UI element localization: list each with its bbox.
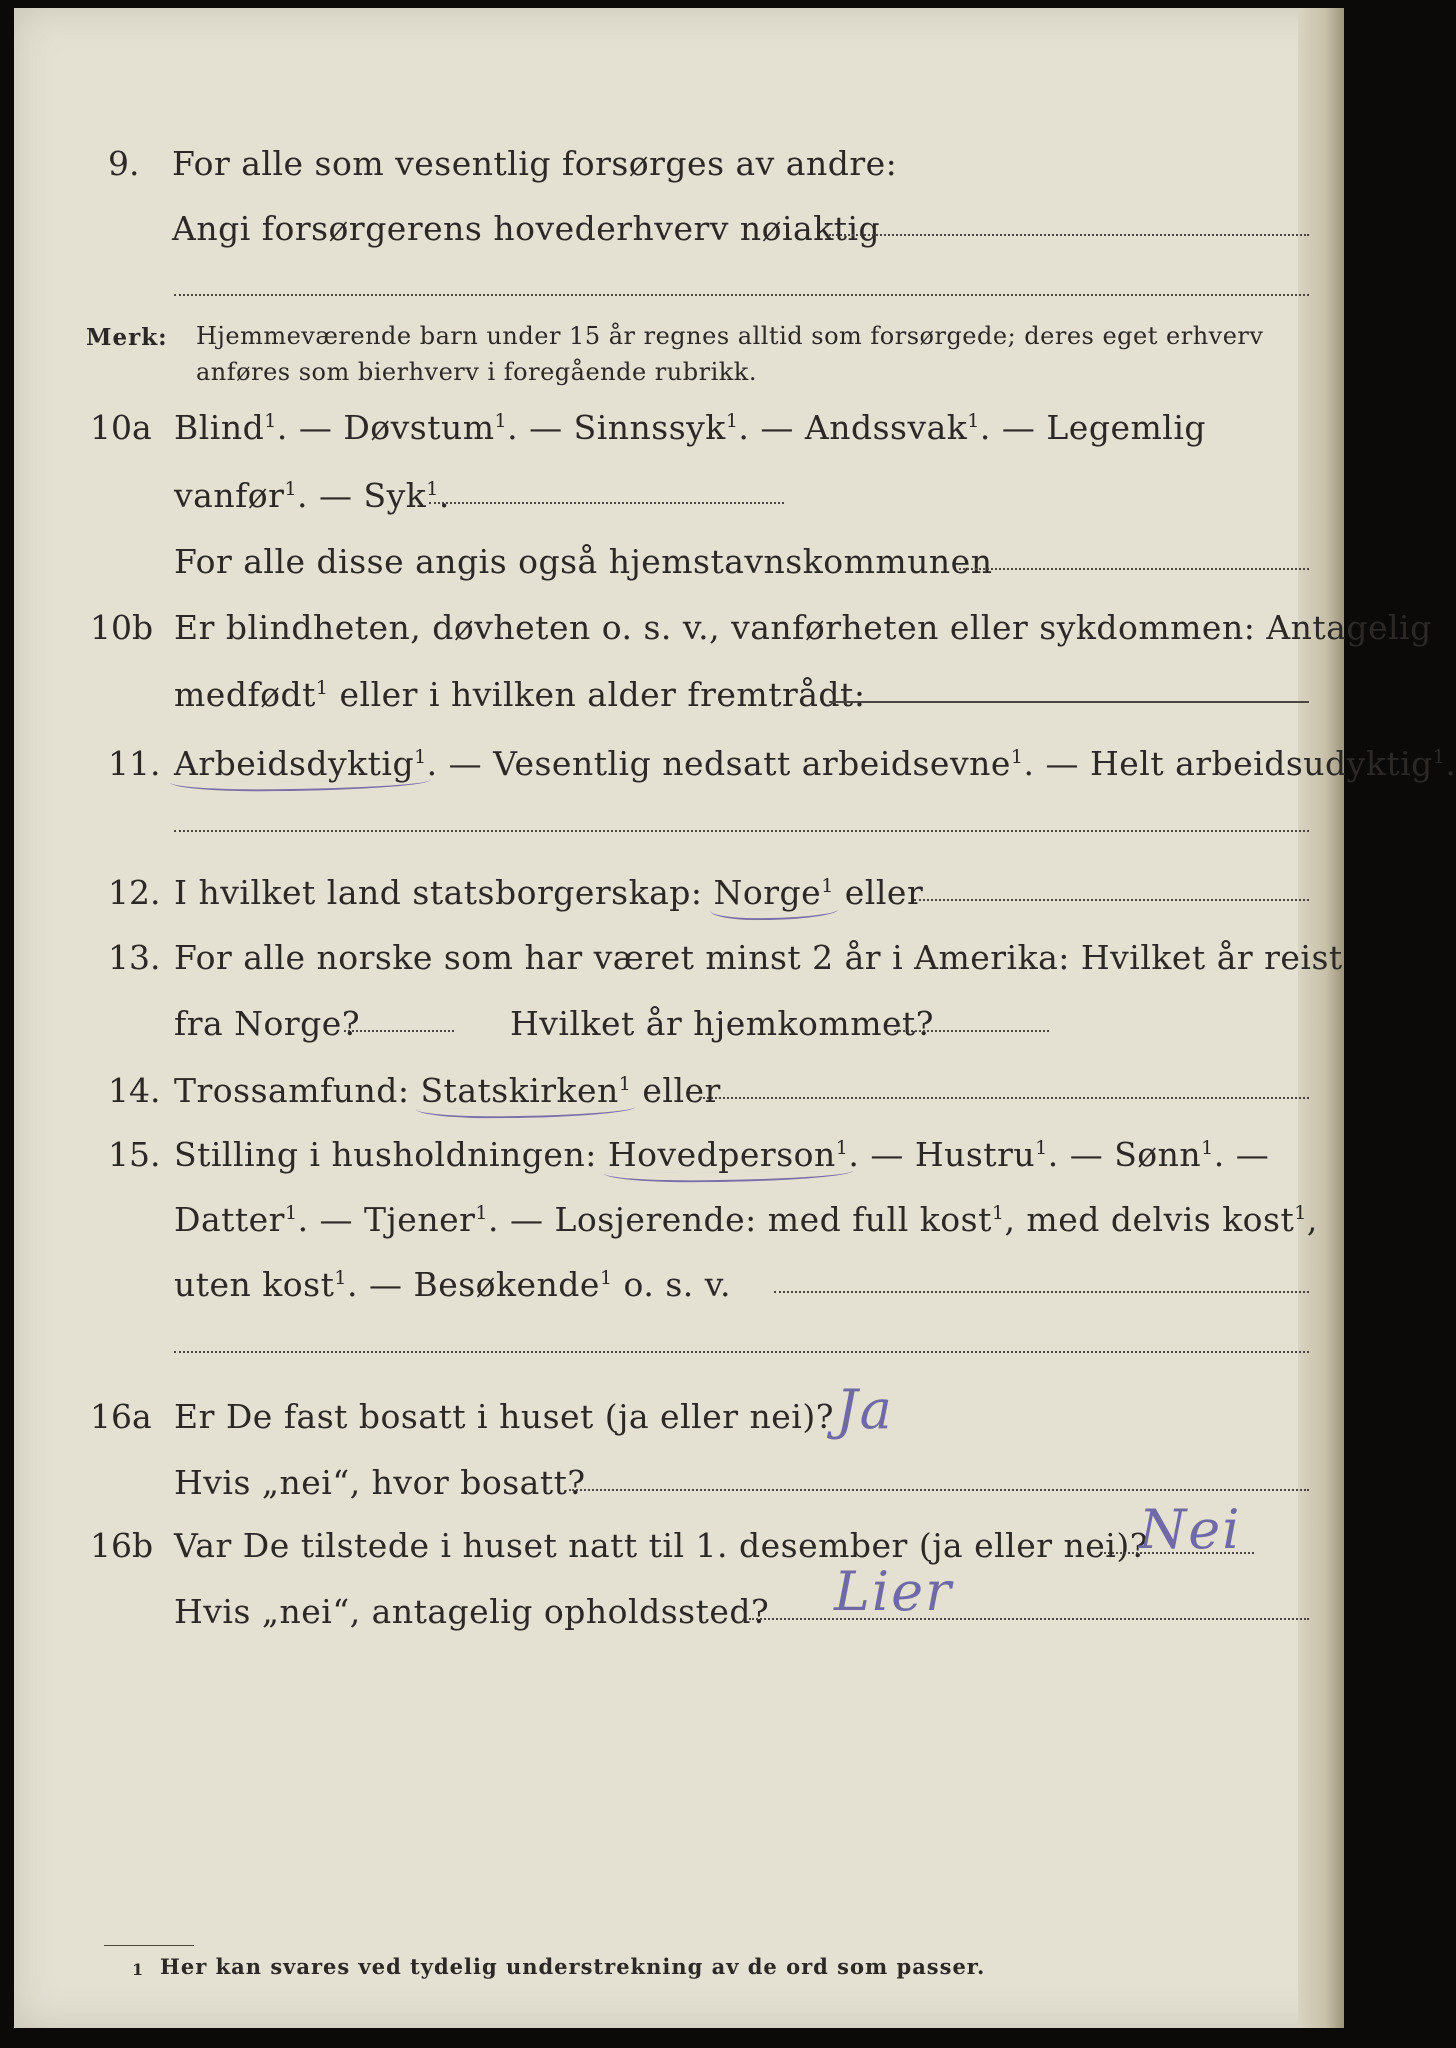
q16b-answer-field[interactable] xyxy=(1104,1552,1254,1554)
opt-hustru[interactable]: Hustru xyxy=(914,1135,1036,1174)
q15-answer-field[interactable] xyxy=(774,1291,1309,1293)
opt-udyktig[interactable]: Helt arbeidsudyktig xyxy=(1089,744,1433,783)
q13-fra-label: fra Norge? xyxy=(174,1004,361,1043)
opt-sonn[interactable]: Sønn xyxy=(1114,1135,1202,1174)
opt-tjener[interactable]: Tjener xyxy=(364,1200,476,1239)
footnote-rule xyxy=(104,1945,194,1946)
opt-syk[interactable]: Syk xyxy=(363,476,427,515)
footnote-text: Her kan svares ved tydelig understrekning av de ord som passer. xyxy=(160,1954,986,1979)
q11-options: Arbeidsdyktig$^1$. — Vesentlig nedsatt arbeidsevne$^1$. — Helt arbeidsudyktig$^1$. xyxy=(174,744,1456,783)
q10b-answer-field[interactable] xyxy=(829,701,1309,703)
opt-arbeidsdyktig[interactable]: Arbeidsdyktig$^1$ xyxy=(174,744,427,783)
q15-options-line3: uten kost$^1$. — Besøkende$^1$ o. s. v. xyxy=(174,1265,731,1304)
page-edge xyxy=(1298,8,1344,2028)
q13-number: 13. xyxy=(108,938,161,977)
q16a-number: 16a xyxy=(90,1397,152,1436)
q16b-handwritten-answer: Nei xyxy=(1139,1498,1242,1561)
q15-options-line1: Stilling i husholdningen: Hovedperson$^1$. — Hustru$^1$. — Sønn$^1$. — xyxy=(174,1135,1270,1174)
opt-dovstum[interactable]: Døvstum xyxy=(343,408,495,447)
q10a-options-line1: Blind$^1$. — Døvstum$^1$. — Sinnssyk$^1$. — Andssvak$^1$. — Legemlig xyxy=(174,408,1206,447)
q14-question: Trossamfund: Statskirken$^1$ eller xyxy=(174,1071,721,1110)
opt-blind[interactable]: Blind xyxy=(174,408,265,447)
census-form-page xyxy=(14,8,1456,2028)
q16b-question: Var De tilstede i huset natt til 1. desember (ja eller nei)? xyxy=(174,1526,1148,1565)
q16a-bosatt-field[interactable] xyxy=(569,1489,1309,1491)
q16b-opholdssted-label: Hvis „nei“, antagelig opholdssted? xyxy=(174,1592,770,1631)
opt-full-kost[interactable]: med full kost xyxy=(767,1200,992,1239)
merk-text-line2: anføres som bierhverv i foregående rubrikk. xyxy=(196,358,757,386)
q13-question: For alle norske som har været minst 2 år i Amerika: Hvilket år reist xyxy=(174,938,1343,977)
q11-answer-field[interactable] xyxy=(174,830,1309,832)
opt-norge[interactable]: Norge$^1$ xyxy=(713,873,834,912)
opt-uten-kost[interactable]: uten kost xyxy=(174,1265,335,1304)
q12-number: 12. xyxy=(108,873,161,912)
q10a-hjemstavn-label: For alle disse angis også hjemstavnskommunen xyxy=(174,542,993,581)
q10a-hjemstavn-field[interactable] xyxy=(959,568,1309,570)
q12-question: I hvilket land statsborgerskap: Norge$^1$ eller xyxy=(174,873,924,912)
opt-datter[interactable]: Datter xyxy=(174,1200,285,1239)
q10b-number: 10b xyxy=(90,608,154,647)
q13-hjem-field[interactable] xyxy=(894,1030,1049,1032)
q15-options-line2: Datter$^1$. — Tjener$^1$. — Losjerende: med full kost$^1$, med delvis kost$^1$, xyxy=(174,1200,1318,1239)
q9-number: 9. xyxy=(108,144,140,183)
opt-vanfor[interactable]: vanfør xyxy=(174,476,285,515)
opt-delvis-kost[interactable]: med delvis kost xyxy=(1026,1200,1295,1239)
q16a-question: Er De fast bosatt i huset (ja eller nei)? xyxy=(174,1397,834,1436)
opt-statskirken[interactable]: Statskirken$^1$ xyxy=(420,1071,632,1110)
q15-number: 15. xyxy=(108,1135,161,1174)
q16a-handwritten-answer: Ja xyxy=(836,1378,894,1441)
opt-sinnssyk[interactable]: Sinnssyk xyxy=(573,408,726,447)
q13-fra-field[interactable] xyxy=(344,1030,454,1032)
q10a-options-line2: vanfør$^1$. — Syk$^1$. xyxy=(174,476,450,515)
opt-medfodt[interactable]: medfødt xyxy=(174,675,316,714)
q13-hjem-label: Hvilket år hjemkommet? xyxy=(510,1004,934,1043)
q10b-question: Er blindheten, døvheten o. s. v., vanførheten eller sykdommen: Antagelig xyxy=(174,608,1432,647)
q15-answer-field-2[interactable] xyxy=(174,1351,1309,1353)
q10b-question-line2: medfødt$^1$ eller i hvilken alder fremtrådt: xyxy=(174,675,866,714)
q12-answer-field[interactable] xyxy=(914,899,1309,901)
q16a-bosatt-label: Hvis „nei“, hvor bosatt? xyxy=(174,1463,586,1502)
opt-hovedperson[interactable]: Hovedperson$^1$ xyxy=(607,1135,849,1174)
opt-nedsatt[interactable]: Vesentlig nedsatt arbeidsevne xyxy=(493,744,1011,783)
merk-label: Merk: xyxy=(86,324,168,351)
q9-answer-field-2[interactable] xyxy=(174,294,1309,296)
opt-andssvak[interactable]: Andssvak xyxy=(804,408,968,447)
merk-text-line1: Hjemmeværende barn under 15 år regnes alltid som forsørgede; deres eget erhverv xyxy=(196,322,1264,350)
q16b-handwritten-opholdssted: Lier xyxy=(834,1560,953,1623)
q10a-number: 10a xyxy=(90,408,152,447)
q9-question-line2: Angi forsørgerens hovederhverv nøiaktig xyxy=(172,209,881,248)
q16b-opholdssted-field[interactable] xyxy=(749,1618,1309,1620)
q14-number: 14. xyxy=(108,1071,161,1110)
footnote-mark: 1 xyxy=(132,1960,145,1979)
q9-question: For alle som vesentlig forsørges av andre: xyxy=(172,144,898,183)
opt-legemlig[interactable]: Legemlig xyxy=(1046,408,1206,447)
q16b-number: 16b xyxy=(90,1526,154,1565)
q11-number: 11. xyxy=(108,744,161,783)
opt-besokende[interactable]: Besøkende xyxy=(413,1265,600,1304)
q10a-syk-field[interactable] xyxy=(429,502,784,504)
q14-answer-field[interactable] xyxy=(699,1097,1309,1099)
q9-answer-field[interactable] xyxy=(829,234,1309,236)
